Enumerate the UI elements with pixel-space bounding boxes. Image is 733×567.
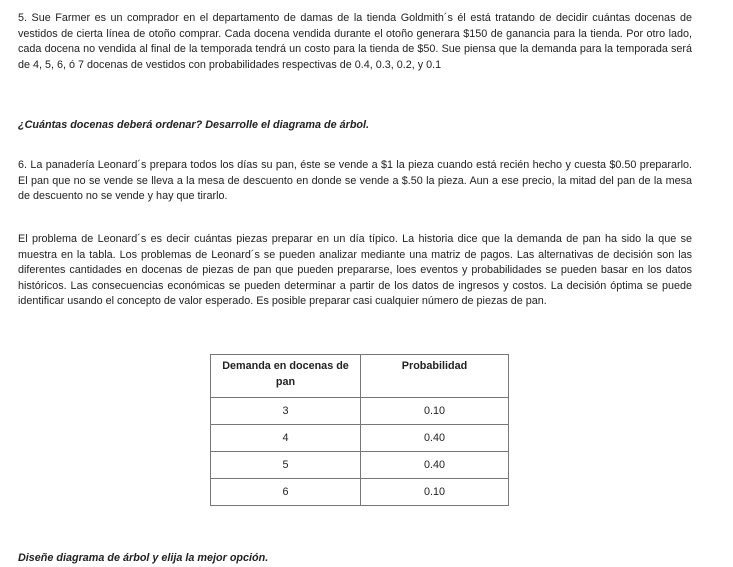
demand-cell: 3 <box>211 398 361 425</box>
probability-cell: 0.40 <box>361 452 509 479</box>
problem-6-statement: 6. La panadería Leonard´s prepara todos los días su pan, éste se vende a $1 la pieza cuando está recién hecho y cuesta $0.50 prepararlo. El pan que no se vende se lleva a la mesa de descuento en donde se vende a $.50 la pieza. Aun a ese precio, la mitad del pan de la mesa de descuento no se vende y hay que tirarlo. <box>18 159 692 202</box>
table-row <box>211 479 509 506</box>
problem-5-question: ¿Cuántas docenas deberá ordenar? Desarrolle el diagrama de árbol. <box>18 119 370 131</box>
demand-cell: 6 <box>211 479 361 506</box>
table-row <box>211 425 509 452</box>
probability-cell: 0.10 <box>361 398 509 425</box>
header-probability: Probabilidad <box>361 355 509 398</box>
table-row <box>211 452 509 479</box>
demand-cell: 5 <box>211 452 361 479</box>
probability-cell: 0.10 <box>361 479 509 506</box>
probability-cell: 0.40 <box>361 425 509 452</box>
table-row <box>211 398 509 425</box>
problem-6-context: El problema de Leonard´s es decir cuántas piezas preparar en un día típico. La historia dice que la demanda de pan ha sido la que se muestra en la tabla. Los problemas de Leonard´s se pueden analizar mediante una matriz de pagos. Las alternativas de decisión son las diferentes cantidades en docenas de piezas de pan que pueden prepararse, loes eventos y probabilidades se pueden basar en los datos históricos. Las consecuencias económicas se pueden determinar a partir de los datos de ingresos y costos. La decisión óptima se puede identificar usando el concepto de valor esperado. Es posible preparar casi cualquier número de piezas de pan. <box>18 233 692 307</box>
header-demand: Demanda en docenas de pan <box>211 355 361 398</box>
problem-5-statement: 5. Sue Farmer es un comprador en el departamento de damas de la tienda Goldmith´s él está tratando de decidir cuántas docenas de vestidos de cierta línea de otoño comprar. Cada docena vendida durante el otoño generara $150 de ganancia para la tienda. Por otro lado, cada docena no vendida al final de la temporada tendrá un costo para la tienda de $50. Sue piensa que la demanda para la temporada será de 4, 5, 6, ó 7 docenas de vestidos con probabilidades respectivas de 0.4, 0.3, 0.2, y 0.1 <box>18 12 692 71</box>
demand-probability-table <box>210 354 509 506</box>
problem-6-question: Diseñe diagrama de árbol y elija la mejor opción. <box>18 552 269 564</box>
table-header-row <box>211 355 509 398</box>
demand-cell: 4 <box>211 425 361 452</box>
